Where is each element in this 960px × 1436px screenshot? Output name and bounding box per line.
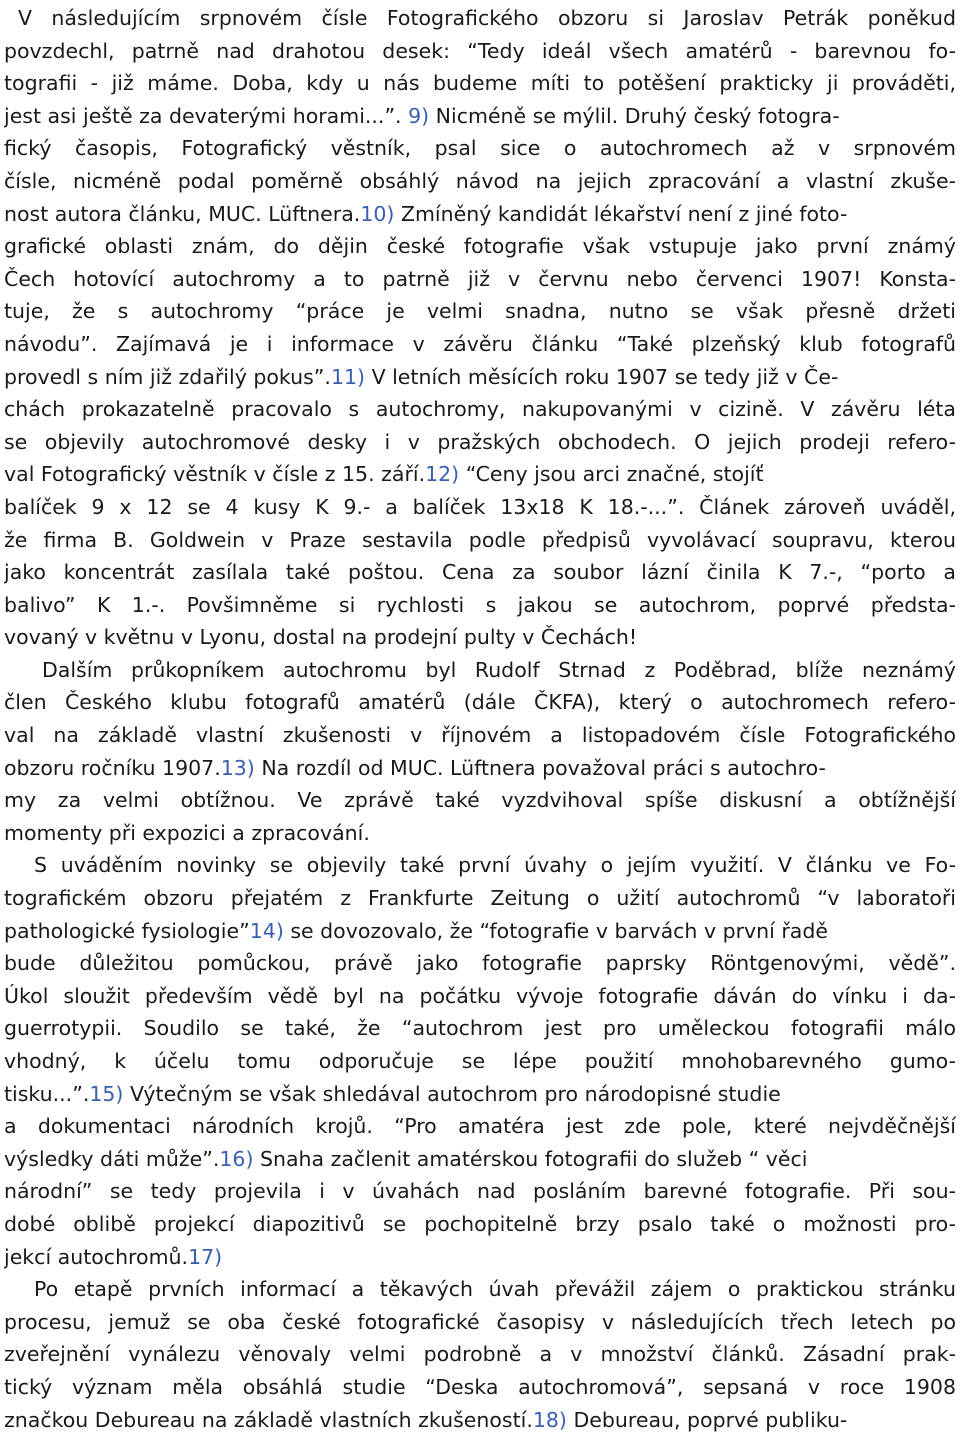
text-line — [4, 686, 956, 719]
footnote-reference: 16) — [219, 1146, 254, 1171]
text-line — [4, 817, 956, 850]
text-line — [4, 980, 956, 1013]
text-line — [4, 361, 956, 394]
document-body — [4, 2, 956, 1436]
text-line — [4, 1404, 956, 1436]
text-line — [4, 263, 956, 296]
line-text: jest asi ještě za devaterými horami...”. — [4, 103, 409, 128]
line-text: procesu, jemuž se oba české fotografické časopisy v následujících třech letech po — [4, 1309, 956, 1334]
line-text: jekcí autochromů. — [4, 1244, 189, 1269]
text-line — [4, 1208, 956, 1241]
text-line — [4, 132, 956, 165]
text-line — [4, 719, 956, 752]
text-line — [4, 458, 956, 491]
text-line — [4, 654, 956, 687]
line-text: tuje, že s autochromy “práce je velmi snadna, nutno se však přesně držeti — [4, 299, 956, 324]
text-line — [4, 849, 956, 882]
text-line — [4, 1306, 956, 1339]
text-line — [4, 1175, 956, 1208]
text-line — [4, 230, 956, 263]
text-line — [4, 328, 956, 361]
line-text: výsledky dáti může”. — [4, 1146, 220, 1171]
line-text: grafické oblasti znám, do dějin české fotografie však vstupuje jako první známý — [4, 234, 956, 259]
line-text: pathologické fysiologie” — [4, 918, 250, 943]
text-line — [4, 556, 956, 589]
line-text: jako koncentrát zasílala také poštou. Cena za soubor lázní činila K 7.-, “porto a — [4, 560, 956, 585]
line-text: provedl s ním již zdařilý pokus”. — [4, 364, 331, 389]
line-text: momenty při expozici a zpracování. — [4, 820, 370, 845]
footnote-reference: 13) — [220, 755, 255, 780]
text-line — [4, 1371, 956, 1404]
footnote-reference: 14) — [249, 918, 284, 943]
text-line — [4, 393, 956, 426]
text-line — [4, 2, 956, 35]
line-text: chách prokazatelně pracovalo s autochromy, nakupovanými v cizině. V závěru léta — [4, 397, 956, 422]
line-text: guerrotypii. Soudilo se také, že “autochrom jest pro uměleckou fotografii málo — [4, 1016, 956, 1041]
line-text: balíček 9 x 12 se 4 kusy K 9.- a balíček 13x18 K 18.-...”. Článek zároveň uváděl, — [4, 494, 956, 519]
text-line — [4, 524, 956, 557]
line-text: značkou Debureau na základě vlastních zkušeností. — [4, 1407, 533, 1432]
line-text: tografickém obzoru přejatém z Frankfurte Zeitung o užití autochromů “v laboratoři — [4, 886, 956, 911]
line-text: se objevily autochromové desky i v pražských obchodech. O jejich prodeji refero- — [4, 429, 956, 454]
text-line — [4, 589, 956, 622]
line-text: tisku...”. — [4, 1081, 90, 1106]
text-line — [4, 947, 956, 980]
text-line — [4, 426, 956, 459]
text-line — [4, 752, 956, 785]
text-line — [4, 165, 956, 198]
line-text: povzdechl, patrně nad drahotou desek: “Tedy ideál všech amatérů - barevnou fo- — [4, 38, 956, 63]
line-text: člen Českého klubu fotografů amatérů (dále ČKFA), který o autochromech refero- — [4, 690, 956, 715]
line-text: my za velmi obtížnou. Ve zprávě také vyzdvihoval spíše diskusní a obtížnější — [4, 788, 956, 813]
line-text-continued: “Ceny jsou arci značné, stojíť — [459, 462, 764, 487]
text-line — [4, 295, 956, 328]
text-line — [4, 491, 956, 524]
line-text: dobé oblibě projekcí diapozitivů se pochopitelně brzy psalo také o možnosti pro- — [4, 1211, 956, 1236]
footnote-reference: 17) — [188, 1244, 223, 1269]
line-text: Dalším průkopníkem autochromu byl Rudolf Strnad z Poděbrad, blíže neznámý — [42, 657, 956, 682]
line-text: balivo” K 1.-. Povšimněme si rychlosti s jakou se autochrom, poprvé předsta- — [4, 592, 956, 617]
text-line — [4, 198, 956, 231]
line-text-continued: V letních měsících roku 1907 se tedy již v Če- — [365, 364, 839, 389]
line-text: fický časopis, Fotografický věstník, psal sice o autochromech až v srpnovém — [4, 136, 956, 161]
text-line — [4, 100, 956, 133]
footnote-reference: 10) — [360, 201, 395, 226]
line-text: val na základě vlastní zkušenosti v říjnovém a listopadovém čísle Fotografického — [4, 723, 956, 748]
text-line — [4, 882, 956, 915]
text-line — [4, 67, 956, 100]
text-line — [4, 35, 956, 68]
line-text-continued: Na rozdíl od MUC. Lüftnera považoval práci s autochro- — [254, 755, 826, 780]
footnote-reference: 18) — [532, 1407, 567, 1432]
line-text-continued: Výtečným se však shledával autochrom pro národopisné studie — [123, 1081, 781, 1106]
footnote-reference: 9) — [408, 103, 430, 128]
line-text: bude důležitou pomůckou, právě jako fotografie paprsky Röntgenovými, vědě”. — [4, 951, 956, 976]
text-line — [4, 915, 956, 948]
line-text-continued: Snaha začlenit amatérskou fotografii do služeb “ věci — [253, 1146, 808, 1171]
text-line — [4, 621, 956, 654]
line-text: Čech hotovící autochromy a to patrně již v červnu nebo červenci 1907! Konsta- — [4, 266, 956, 291]
text-line — [4, 1273, 956, 1306]
text-line — [4, 1143, 956, 1176]
text-line — [4, 1338, 956, 1371]
line-text: národní” se tedy projevila i v úvahách nad posláním barevné fotografie. Při sou- — [4, 1179, 956, 1204]
text-line — [4, 1012, 956, 1045]
line-text-continued: Zmíněný kandidát lékařství není z jiné foto- — [394, 201, 848, 226]
text-line — [4, 1241, 956, 1274]
line-text: tografii - již máme. Doba, kdy u nás budeme míti to potěšení prakticky ji prováděti, — [4, 71, 956, 96]
text-line — [4, 784, 956, 817]
line-text: čísle, nicméně podal poměrně obsáhlý návod na jejich zpracování a vlastní zkuše- — [4, 168, 956, 193]
line-text: val Fotografický věstník v čísle z 15. září. — [4, 462, 426, 487]
line-text: zveřejnění vynálezu věnovaly velmi podrobně a v množství článků. Zásadní prak- — [4, 1342, 956, 1367]
line-text: obzoru ročníku 1907. — [4, 755, 221, 780]
line-text: nost autora článku, MUC. Lüftnera. — [4, 201, 361, 226]
line-text: Úkol sloužit především vědě byl na počátku vývoje fotografie dáván do vínku i da- — [4, 983, 956, 1008]
text-line — [4, 1078, 956, 1111]
line-text: tický význam měla obsáhlá studie “Deska autochromová”, sepsaná v roce 1908 — [4, 1374, 956, 1399]
text-line — [4, 1110, 956, 1143]
line-text-continued: Nicméně se mýlil. Druhý český fotogra- — [429, 103, 840, 128]
line-text: vovaný v květnu v Lyonu, dostal na prodejní pulty v Čechách! — [4, 625, 638, 650]
line-text: Po etapě prvních informací a těkavých úvah převážil zájem o praktickou stránku — [34, 1277, 956, 1302]
footnote-reference: 12) — [425, 462, 460, 487]
line-text: V následujícím srpnovém čísle Fotografického obzoru si Jaroslav Petrák poněkud — [18, 6, 956, 30]
line-text: že firma B. Goldwein v Praze sestavila podle předpisů vyvolávací soupravu, kterou — [4, 527, 956, 552]
line-text: návodu”. Zajímavá je i informace v závěru článku “Také plzeňský klub fotografů — [4, 331, 956, 356]
line-text: a dokumentaci národních krojů. “Pro amatéra jest zde pole, které nejvděčnější — [4, 1114, 956, 1139]
line-text-continued: Debureau, poprvé publiku- — [566, 1407, 848, 1432]
footnote-reference: 11) — [330, 364, 366, 389]
line-text: vhodný, k účelu tomu odporučuje se lépe použití mnohobarevného gumo- — [4, 1049, 956, 1073]
line-text: S uváděním novinky se objevily také první úvahy o jejím využití. V článku ve Fo- — [34, 853, 956, 878]
text-line — [4, 1045, 956, 1078]
footnote-reference: 15) — [89, 1081, 124, 1106]
line-text-continued: se dovozovalo, že “fotografie v barvách v první řadě — [283, 918, 828, 943]
